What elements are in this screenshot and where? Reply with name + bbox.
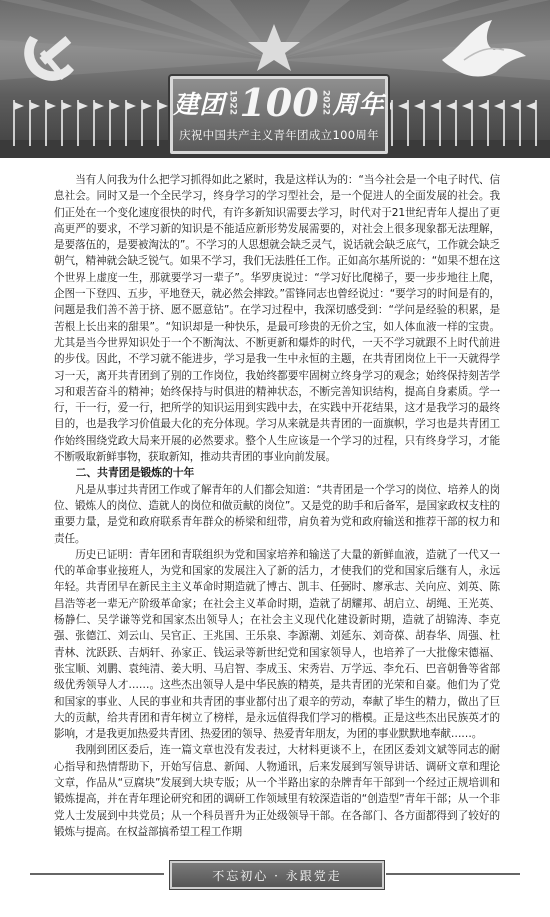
- paragraph-1: 当有人问我为什么把学习抓得如此之紧时，我是这样认为的：“当今社会是一个电子时代、信息社会。同时又是一个全民学习，终身学习的学习型社会，是一个促进人的全面发展的社会。我们正处在一个变化速度很快的时代，有许多新知识需要去学习，时代对于21世纪青年人提出了更高更严的要求，不学习新的知识是不能适应新形势发展需要的，对社会上很多现象都无法理解，是要落伍的，是要被淘汰的”。不学习的人思想就会缺乏灵气，说话就会缺乏底气，工作就会缺乏朝气，精神就会缺乏锐气。如果不学习，我们无法胜任工作。正如高尔基所说的：“如果不想在这个世界上虚度一生，那就要学习一辈子”。华罗庚说过：“学习好比爬梯子，要一步步地往上爬，企图一下登四、五步，平地登天，就必然会摔跤。”雷锋同志也曾经说过：“要学习的时间是有的，问题是我们善不善于挤、愿不愿意钻”。在学习过程中，我深切感受到：“学问是经验的积累，是苦根上长出来的甜果”。“知识却是一种快乐，是最可珍贵的无价之宝，如人体血液一样的宝贵。尤其是当今世界知识处于一个不断淘汰、不断更新和爆炸的时代，一天不学习就跟不上时代前进的步伐。因此，不学习就不能进步，学习是我一生中永恒的主题，在共青团岗位上干一天就得学习一天，离开共青团到了别的工作岗位，我始终都要牢固树立终身学习的观念；始终保持刻苦学习和艰苦奋斗的精神；始终保持与时俱进的精神状态，不断完善知识结构，提高自身素质。学一行，干一行，爱一行，把所学的知识运用到实践中去，在实践中开花结果，这才是我学习的最终目的，也是我学习价值最大化的充分体现。学习从来就是共青团的一面旗帜，学习也是共青团工作始终围绕党政大局来开展的必然要求。整个人生应该是一个学习的过程，只有终身学习，才能不断吸取新鲜事物，获取新知，推动共青团的事业向前发展。: [54, 174, 500, 464]
- paragraph-3: 历史已证明：青年团和青联组织为党和国家培养和输送了大量的新鲜血液，造就了一代又一代的革命事业接班人，为党和国家的发展注入了新的活力，才使我们的党和国家后继有人，永远年轻。共青团早在新民主主义革命时期造就了博古、凯丰、任弼时、廖承志、关向应、刘英、陈昌浩等老一辈无产阶级革命家；在社会主义革命时期，造就了胡耀邦、胡启立、胡绳、王光英、杨静仁、吴学谦等党和国家杰出领导人；在社会主义现代化建设新时期，造就了胡锦涛、李克强、张德江、刘云山、吴官正、王兆国、王乐泉、李源潮、刘延东、刘奇葆、胡春华、周强、杜青林、沈跃跃、吉炳轩、孙家正、钱运录等新世纪党和国家领导人，也培养了一大批像宋德福、张宝顺、刘鹏、袁纯清、姜大明、马启智、李成玉、宋秀岩、万学远、李允石、巴音朝鲁等省部级优秀领导人才……。这些杰出领导人是中华民族的精英，是共青团的光荣和自豪。他们为了党和国家的事业、人民的事业和共青团的事业都付出了艰辛的劳动，奉献了毕生的精力，做出了巨大的贡献，给共青团和青年树立了榜样，是永远值得我们学习的楷模。正是这些杰出民族英才的影响，才是我更加热爱共青团、热爱团的领导、热爱青年朋友，为团的事业默默地奉献……。: [54, 548, 500, 741]
- star-emblem-icon: [234, 20, 314, 74]
- header-banner: [0, 0, 550, 158]
- footer-line-right: [386, 873, 520, 875]
- section-heading: 二、共青团是锻炼的十年: [75, 466, 195, 480]
- paragraph-4: 我刚到团区委后，连一篇文章也没有发表过，大材料更谈不上，在团区委刘文斌等同志的耐心指导和热情帮助下，开始写信息、新闻、人物通讯，后来发展到写领导讲话、调研文章和理论文章，作品从“豆腐块”发展到大块专版；从一个半路出家的杂牌青年干部到一个经过正规培训和锻炼提高，并在青年理论研究和团的调研工作领域里有较深造诣的“创造型”青年干部；从一个非党人士发展到中共党员；从一个科员晋升为正处级领导干部。在各部门、各方面都得到了较好的锻炼与提高。在权益部搞希望工程工作期: [54, 744, 500, 838]
- footer-motto: 不忘初心 · 永跟党走: [212, 868, 342, 883]
- paragraph-2: 凡是从事过共青团工作或了解青年的人们都会知道：“共青团是一个学习的岗位、培养人的岗位、锻炼人的岗位、造就人的岗位和做贡献的岗位”。又是党的助手和后备军，是国家政权支柱的重要力量，是党和政府联系青年群众的桥梁和纽带，肩负着为党和政府输送和推荐干部的权力和责任。: [54, 483, 500, 545]
- dove-icon: [434, 16, 530, 88]
- title-right: 周年: [332, 90, 385, 119]
- year-right: 2022: [320, 90, 331, 116]
- title-plaque: [170, 76, 388, 154]
- footer-plaque: [170, 861, 384, 889]
- anniversary-number: 100: [239, 80, 319, 125]
- title-left: 建团: [173, 90, 226, 119]
- subtitle: 庆祝中国共产主义青年团成立100周年: [179, 128, 379, 142]
- hammer-sickle-icon: [16, 18, 90, 90]
- article-body: [54, 172, 500, 840]
- footer-line-left: [30, 873, 164, 875]
- year-left: 1922: [227, 90, 238, 116]
- title-main: [173, 81, 385, 125]
